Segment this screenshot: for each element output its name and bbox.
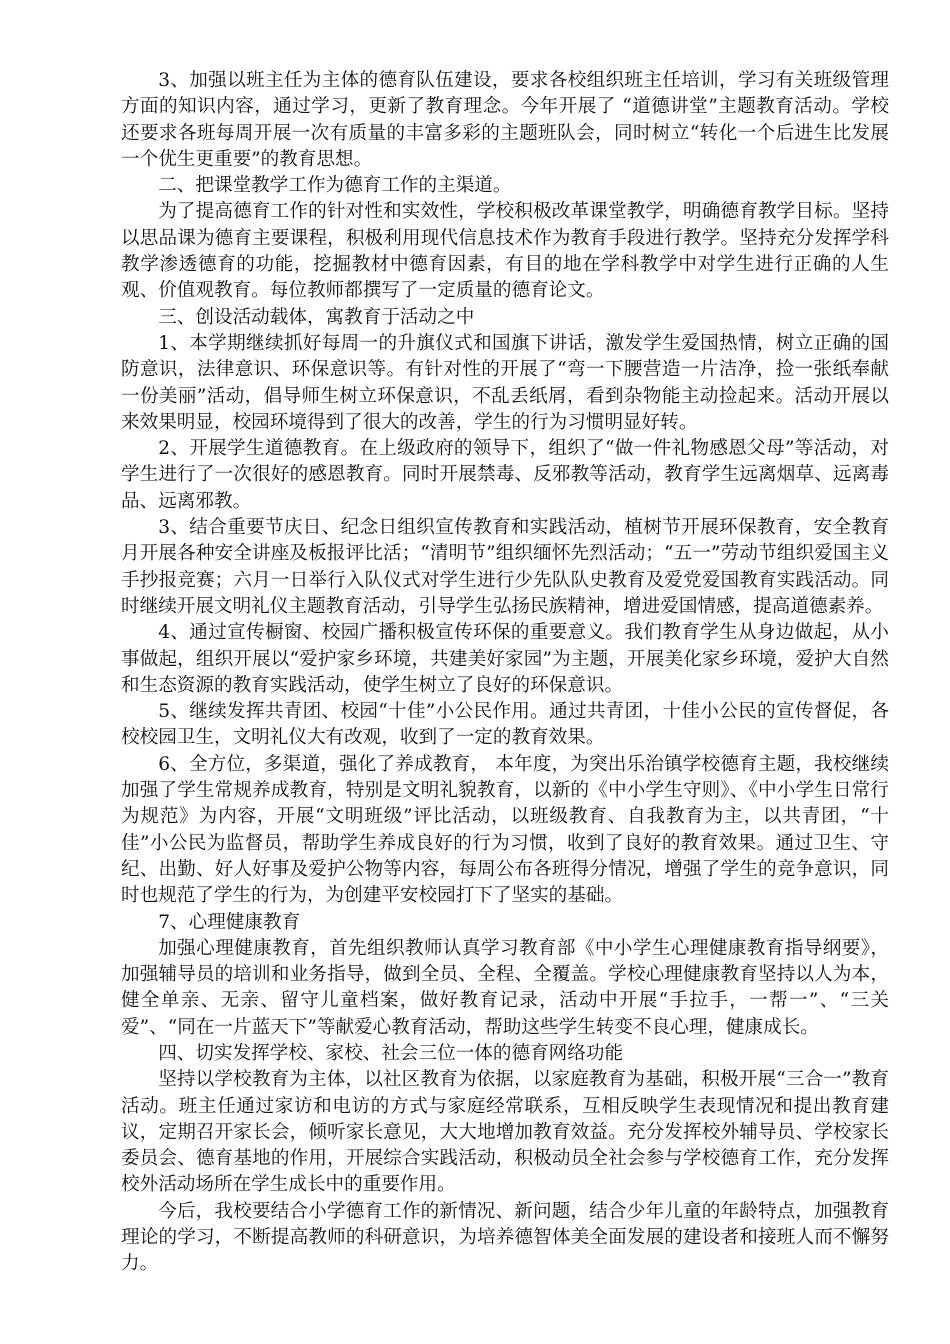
heading-mental-health: 7、心理健康教育 — [158, 911, 301, 933]
document-page — [121, 68, 889, 1278]
paragraph-youth-league: 5、继续发挥共青团、校园“十佳”小公民作用。通过共青团，十佳小公民的宣传督促，各校校园卫生，文明礼仪大有改观，收到了一定的教育效果。 — [121, 701, 889, 749]
paragraph-flag-raising: 1、本学期继续抓好每周一的升旗仪式和国旗下讲话，激发学生爱国热情，树立正确的国防意识，法律意识、环保意识等。有针对性的开展了“弯一下腰营造一片洁净，捡一张纸奉献一份美丽”活动，倡导师生树立环保意识，不乱丢纸屑，看到杂物能主动捡起来。活动开展以来效果明显，校园环境得到了很大的改善，学生的行为习惯明显好转。 — [121, 332, 889, 433]
paragraph-future-plans: 今后，我校要结合小学德育工作的新情况、新问题，结合少年儿童的年龄特点，加强教育理论的学习，不断提高教师的科研意识，为培养德智体美全面发展的建设者和接班人而不懈努力。 — [121, 1200, 889, 1275]
paragraph-moral-education: 2、开展学生道德教育。在上级政府的领导下，组织了“做一件礼物感恩父母”等活动，对学生进行了一次很好的感恩教育。同时开展禁毒、反邪教等活动，教育学生远离烟草、远离毒品、远离邪教。 — [121, 438, 889, 512]
paragraph-festivals: 3、结合重要节庆日、纪念日组织宣传教育和实践活动，植树节开展环保教育，安全教育月开展各种安全讲座及板报评比活；“清明节”组织缅怀先烈活动；“五一”劳动节组织爱国主义手抄报竞赛；六月一日举行入队仪式对学生进行少先队队史教育及爱党爱国教育实践活动。同时继续开展文明礼仪主题教育活动，引导学生弘扬民族精神，增进爱国情感，提高道德素养。 — [121, 517, 889, 617]
paragraph-habit-formation: 6、全方位，多渠道，强化了养成教育， 本年度，为突出乐治镇学校德育主题，我校继续加强了学生常规养成教育，特别是文明礼貌教育，以新的《中小学生守则》、《中小学生日常行为规范》为内容，开展“文明班级”评比活动，以班级教育、自我教育为主，以共青团，“十佳”小公民为监督员，帮助学生养成良好的行为习惯，收到了良好的教育效果。通过卫生、守纪、出勤、好人好事及爱护公物等内容，每周公布各班得分情况，增强了学生的竞争意识，同时也规范了学生的行为，为创建平安校园打下了坚实的基础。 — [121, 753, 889, 907]
heading-school-family-society: 四、切实发挥学校、家校、社会三位一体的德育网络功能 — [158, 1042, 624, 1064]
paragraph-classroom-teaching: 为了提高德育工作的针对性和实效性，学校积极改革课堂教学，明确德育教学目标。坚持以思品课为德育主要课程，积极利用现代信息技术作为教育手段进行教学。坚持充分发挥学科教学渗透德育的功能，挖掘教材中德育因素，有目的地在学科教学中对学生进行正确的人生观、价值观教育。每位教师都撰写了一定质量的德育论文。 — [121, 201, 889, 302]
heading-classroom-teaching: 二、把课堂教学工作为德育工作的主渠道。 — [158, 175, 512, 197]
paragraph-three-in-one: 坚持以学校教育为主体，以社区教育为依据，以家庭教育为基础，积极开展“三合一”教育活动。班主任通过家访和电访的方式与家庭经常联系，互相反映学生表现情况和提出教育建议，定期召开家长会，倾听家长意见，大大地增加教育效益。充分发挥校外辅导员、学校家长委员会、德育基地的作用，开展综合实践活动，积极动员全社会参与学校德育工作，充分发挥校外活动场所在学生成长中的重要作用。 — [121, 1069, 889, 1196]
paragraph-mental-health: 加强心理健康教育，首先组织教师认真学习教育部《中小学生心理健康教育指导纲要》，加强辅导员的培训和业务指导，做到全员、全程、全覆盖。学校心理健康教育坚持以人为本，健全单亲、无亲、留守儿童档案，做好教育记录，活动中开展“手拉手，一帮一”、“三关爱”、“同在一片蓝天下”等献爱心教育活动，帮助这些学生转变不良心理，健康成长。 — [121, 937, 889, 1038]
paragraph-environment: 4、通过宣传橱窗、校园广播积极宣传环保的重要意义。我们教育学生从身边做起，从小事做起，组织开展以“爱护家乡环境，共建美好家园”为主题，开展美化家乡环境，爱护大自然和生态资源的教育实践活动，使学生树立了良好的环保意识。 — [121, 622, 889, 696]
paragraph-class-teacher-training: 3、加强以班主任为主体的德育队伍建设，要求各校组织班主任培训，学习有关班级管理方面的知识内容，通过学习，更新了教育理念。今年开展了 “道德讲堂”主题教育活动。学校还要求各班每周开展一次有质量的丰富多彩的主题班队会，同时树立“转化一个后进生比发展一个优生更重要”的教育思想。 — [121, 70, 889, 170]
heading-activities: 三、创设活动载体，寓教育于活动之中 — [158, 306, 475, 328]
